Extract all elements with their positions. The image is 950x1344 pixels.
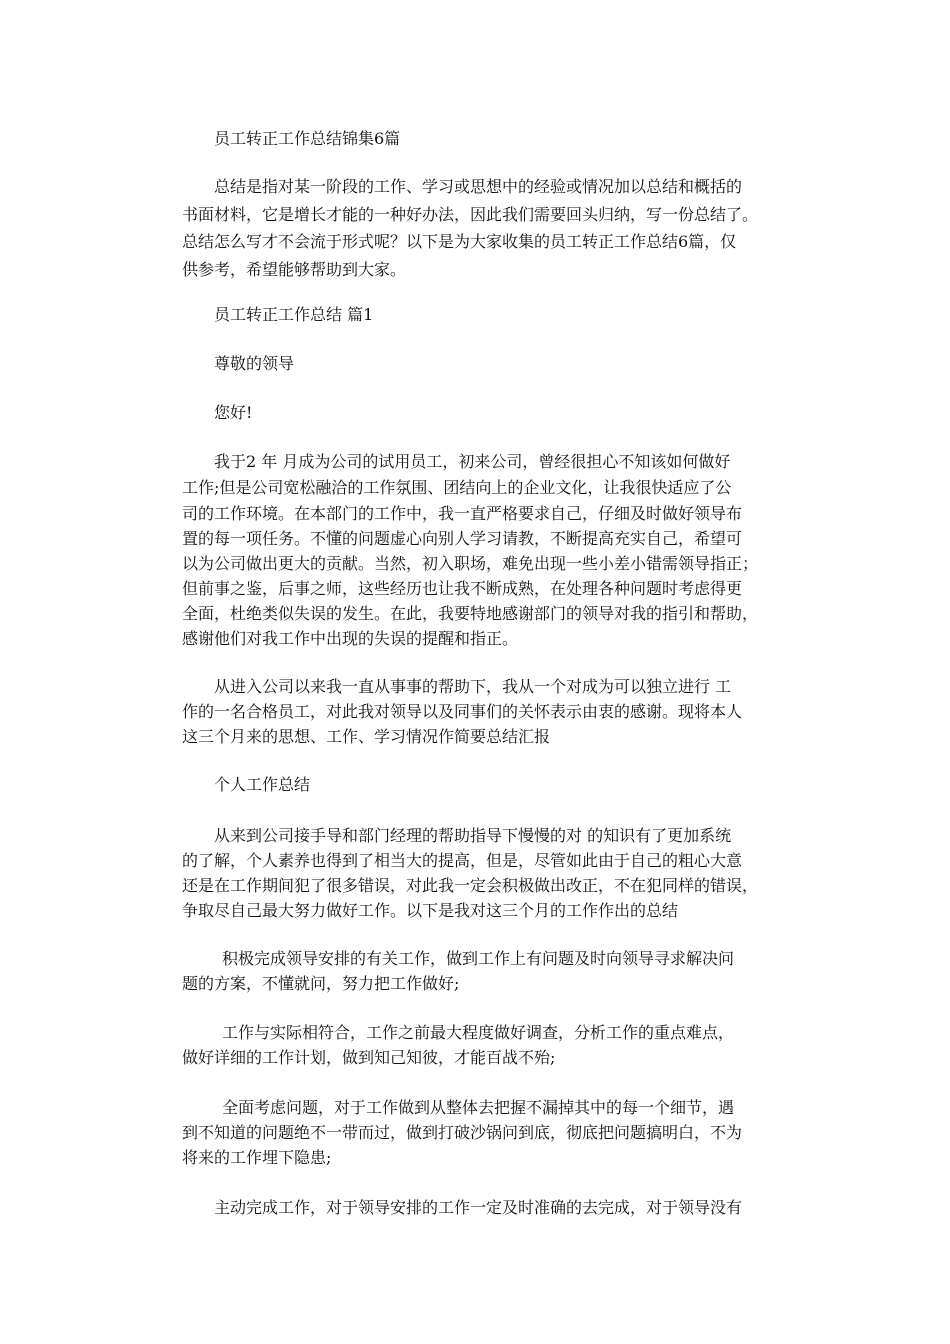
paragraph-line: 这三个月来的思想、工作、学习情况作简要总结汇报 <box>182 727 551 746</box>
intro-line: 总结怎么写才不会流于形式呢？以下是为大家收集的员工转正工作总结6篇，仅 <box>182 232 737 251</box>
paragraph-line: 的了解，个人素养也得到了相当大的提高，但是，尽管如此由于自己的粗心大意 <box>182 851 743 870</box>
paragraph-line: 全面，杜绝类似失误的发生。在此，我要特地感谢部门的领导对我的指引和帮助， <box>182 604 759 623</box>
paragraph-line: 到不知道的问题绝不一带而过，做到打破沙锅问到底，彻底把问题搞明白，不为 <box>182 1123 743 1142</box>
paragraph-line: 作的一名合格员工，对此我对领导以及同事们的关怀表示由衷的感谢。现将本人 <box>182 702 743 721</box>
document-title: 员工转正工作总结锦集6篇 <box>214 129 401 148</box>
greeting: 您好! <box>214 403 253 422</box>
paragraph-line: 从来到公司接手导和部门经理的帮助指导下慢慢的对 的知识有了更加系统 <box>214 826 732 845</box>
paragraph-line: 置的每一项任务。不懂的问题虚心向别人学习请教，不断提高充实自己，希望可 <box>182 529 743 548</box>
intro-line: 供参考，希望能够帮助到大家。 <box>182 260 407 279</box>
paragraph-line: 工作与实际相符合，工作之前最大程度做好调查，分析工作的重点难点， <box>222 1023 735 1042</box>
paragraph-line: 主动完成工作，对于领导安排的工作一定及时准确的去完成，对于领导没有 <box>214 1198 743 1217</box>
paragraph-line: 做好详细的工作计划，做到知己知彼，才能百战不殆; <box>182 1048 556 1067</box>
paragraph-line: 题的方案，不懂就问，努力把工作做好; <box>182 974 460 993</box>
paragraph-line: 争取尽自己最大努力做好工作。以下是我对这三个月的工作作出的总结 <box>182 901 679 920</box>
section-heading: 员工转正工作总结 篇1 <box>214 305 374 324</box>
paragraph-line: 司的工作环境。在本部门的工作中，我一直严格要求自己，仔细及时做好领导布 <box>182 504 743 523</box>
paragraph-line: 从进入公司以来我一直从事事的帮助下，我从一个对成为可以独立进行 工 <box>214 677 732 696</box>
subheading: 个人工作总结 <box>214 775 311 794</box>
paragraph-line: 积极完成领导安排的有关工作，做到工作上有问题及时向领导寻求解决问 <box>222 949 735 968</box>
paragraph-line: 工作;但是公司宽松融洽的工作氛围、团结向上的企业文化，让我很快适应了公 <box>182 478 732 497</box>
intro-line: 书面材料，它是增长才能的一种好办法，因此我们需要回头归纳，写一份总结了。 <box>182 205 759 224</box>
paragraph-line: 全面考虑问题，对于工作做到从整体去把握不漏掉其中的每一个细节，遇 <box>222 1098 735 1117</box>
paragraph-line: 以为公司做出更大的贡献。当然，初入职场，难免出现一些小差小错需领导指正； <box>182 554 759 573</box>
paragraph-line: 还是在工作期间犯了很多错误，对此我一定会积极做出改正，不在犯同样的错误， <box>182 876 759 895</box>
paragraph-line: 但前事之鉴，后事之师，这些经历也让我不断成熟，在处理各种问题时考虑得更 <box>182 579 743 598</box>
paragraph-line: 将来的工作埋下隐患; <box>182 1148 332 1167</box>
paragraph-line: 感谢他们对我工作中出现的失误的提醒和指正。 <box>182 629 519 648</box>
salutation: 尊敬的领导 <box>214 354 295 373</box>
paragraph-line: 我于2 年 月成为公司的试用员工，初来公司，曾经很担心不知该如何做好 <box>214 452 731 471</box>
intro-line: 总结是指对某一阶段的工作、学习或思想中的经验或情况加以总结和概括的 <box>214 177 743 196</box>
